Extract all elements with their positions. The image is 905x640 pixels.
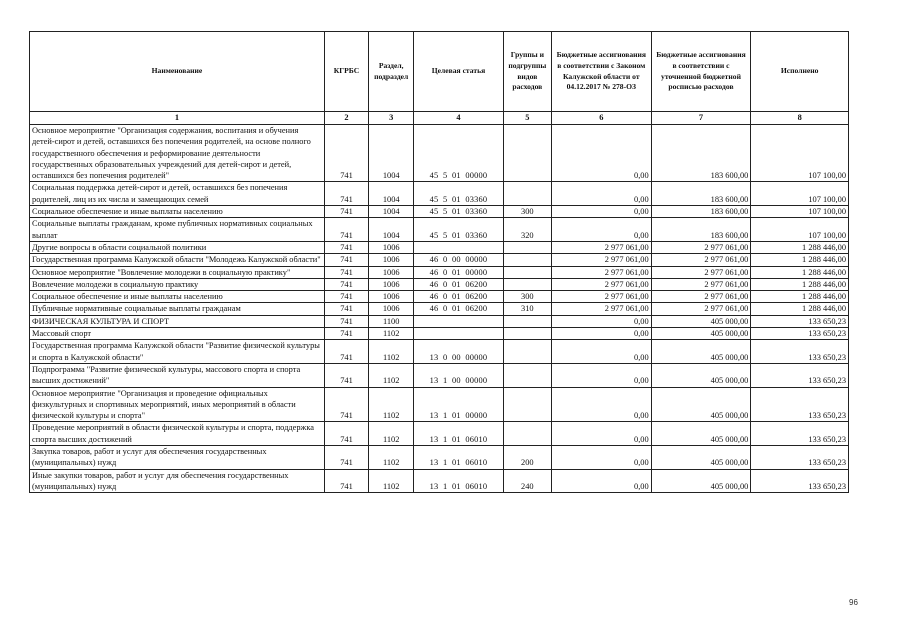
row-group-cell <box>503 241 551 253</box>
row-law-amount-cell: 2 977 061,00 <box>551 254 651 266</box>
row-kgrbs-cell: 741 <box>324 241 368 253</box>
header-law: Бюджетные ассигнования в соответствии с Законом Калужской области от 04.12.2017 № 278-ОЗ <box>551 32 651 112</box>
row-group-cell <box>503 278 551 290</box>
row-refined-amount-cell: 405 000,00 <box>651 469 751 493</box>
row-group-cell <box>503 125 551 182</box>
row-refined-amount-cell: 2 977 061,00 <box>651 266 751 278</box>
row-target-cell <box>414 328 503 340</box>
row-section-cell: 1006 <box>369 278 414 290</box>
row-executed-amount-cell: 1 288 446,00 <box>751 291 849 303</box>
column-number: 1 <box>30 112 325 125</box>
row-executed-amount-cell: 1 288 446,00 <box>751 241 849 253</box>
row-law-amount-cell: 0,00 <box>551 125 651 182</box>
row-name-cell: Государственная программа Калужской области "Развитие физической культуры и спорта в Калужской области" <box>30 340 325 364</box>
row-executed-amount-cell: 1 288 446,00 <box>751 303 849 315</box>
row-group-cell <box>503 315 551 327</box>
row-name-cell: Массовый спорт <box>30 328 325 340</box>
row-group-cell <box>503 363 551 387</box>
row-executed-amount-cell: 107 100,00 <box>751 218 849 242</box>
table-row <box>30 422 849 446</box>
row-section-cell: 1004 <box>369 218 414 242</box>
row-name-cell: Другие вопросы в области социальной политики <box>30 241 325 253</box>
row-executed-amount-cell: 133 650,23 <box>751 363 849 387</box>
row-law-amount-cell: 2 977 061,00 <box>551 278 651 290</box>
row-kgrbs-cell: 741 <box>324 387 368 422</box>
row-executed-amount-cell: 107 100,00 <box>751 182 849 206</box>
row-section-cell: 1006 <box>369 254 414 266</box>
row-target-cell: 46 0 01 00000 <box>414 266 503 278</box>
row-law-amount-cell: 0,00 <box>551 315 651 327</box>
row-name-cell: Иные закупки товаров, работ и услуг для обеспечения государственных (муниципальных) нужд <box>30 469 325 493</box>
row-group-cell <box>503 340 551 364</box>
table-row <box>30 469 849 493</box>
row-section-cell: 1102 <box>369 469 414 493</box>
row-group-cell: 200 <box>503 446 551 470</box>
row-name-cell: Закупка товаров, работ и услуг для обеспечения государственных (муниципальных) нужд <box>30 446 325 470</box>
header-target: Целевая статья <box>414 32 503 112</box>
row-kgrbs-cell: 741 <box>324 303 368 315</box>
row-group-cell: 310 <box>503 303 551 315</box>
table-row <box>30 328 849 340</box>
row-section-cell: 1004 <box>369 125 414 182</box>
table-row <box>30 254 849 266</box>
row-executed-amount-cell: 1 288 446,00 <box>751 266 849 278</box>
row-target-cell: 46 0 00 00000 <box>414 254 503 266</box>
row-section-cell: 1102 <box>369 446 414 470</box>
table-row <box>30 182 849 206</box>
row-law-amount-cell: 0,00 <box>551 446 651 470</box>
row-law-amount-cell: 0,00 <box>551 218 651 242</box>
row-refined-amount-cell: 405 000,00 <box>651 315 751 327</box>
row-target-cell: 13 1 01 00000 <box>414 387 503 422</box>
row-refined-amount-cell: 183 600,00 <box>651 206 751 218</box>
row-kgrbs-cell: 741 <box>324 469 368 493</box>
row-name-cell: Социальная поддержка детей-сирот и детей, оставшихся без попечения родителей, лиц из их числа и замещающих семей <box>30 182 325 206</box>
row-executed-amount-cell: 133 650,23 <box>751 422 849 446</box>
row-law-amount-cell: 0,00 <box>551 206 651 218</box>
row-target-cell: 46 0 01 06200 <box>414 291 503 303</box>
column-numbers-row <box>30 112 849 125</box>
row-law-amount-cell: 0,00 <box>551 182 651 206</box>
table-row <box>30 363 849 387</box>
row-law-amount-cell: 2 977 061,00 <box>551 303 651 315</box>
row-kgrbs-cell: 741 <box>324 291 368 303</box>
row-group-cell: 300 <box>503 206 551 218</box>
row-law-amount-cell: 0,00 <box>551 469 651 493</box>
row-refined-amount-cell: 405 000,00 <box>651 363 751 387</box>
row-group-cell <box>503 422 551 446</box>
row-law-amount-cell: 2 977 061,00 <box>551 291 651 303</box>
row-target-cell: 13 0 00 00000 <box>414 340 503 364</box>
row-executed-amount-cell: 1 288 446,00 <box>751 254 849 266</box>
row-executed-amount-cell: 107 100,00 <box>751 125 849 182</box>
table-body <box>30 125 849 493</box>
table-row <box>30 206 849 218</box>
row-executed-amount-cell: 133 650,23 <box>751 446 849 470</box>
row-refined-amount-cell: 405 000,00 <box>651 446 751 470</box>
row-group-cell <box>503 266 551 278</box>
row-target-cell: 13 1 01 06010 <box>414 422 503 446</box>
budget-table <box>29 31 849 493</box>
column-number: 8 <box>751 112 849 125</box>
row-name-cell: Основное мероприятие "Вовлечение молодежи в социальную практику" <box>30 266 325 278</box>
row-group-cell <box>503 387 551 422</box>
row-section-cell: 1100 <box>369 315 414 327</box>
header-section: Раздел, подраздел <box>369 32 414 112</box>
row-refined-amount-cell: 405 000,00 <box>651 340 751 364</box>
row-name-cell: Основное мероприятие "Организация и проведение официальных физкультурных и спортивных мероприятий, иных мероприятий в области физической культуры и спорта" <box>30 387 325 422</box>
row-name-cell: Основное мероприятие "Организация содержания, воспитания и обучения детей-сирот и детей, оставшихся без попечения родителей, на основе полного государственного обеспечения и реформирование деятельности государственных образовательных учреждений для детей-сирот и детей, оставшихся без попечения родителей" <box>30 125 325 182</box>
row-name-cell: Проведение мероприятий в области физической культуры и спорта, поддержка спорта высших достижений <box>30 422 325 446</box>
column-number: 4 <box>414 112 503 125</box>
row-group-cell <box>503 254 551 266</box>
row-executed-amount-cell: 107 100,00 <box>751 206 849 218</box>
row-kgrbs-cell: 741 <box>324 315 368 327</box>
row-executed-amount-cell: 133 650,23 <box>751 340 849 364</box>
table-row <box>30 303 849 315</box>
row-kgrbs-cell: 741 <box>324 206 368 218</box>
header-name: Наименование <box>30 32 325 112</box>
row-target-cell: 45 5 01 03360 <box>414 206 503 218</box>
row-law-amount-cell: 0,00 <box>551 363 651 387</box>
row-target-cell: 13 1 01 06010 <box>414 469 503 493</box>
row-refined-amount-cell: 183 600,00 <box>651 218 751 242</box>
row-group-cell <box>503 328 551 340</box>
row-name-cell: Вовлечение молодежи в социальную практику <box>30 278 325 290</box>
row-kgrbs-cell: 741 <box>324 328 368 340</box>
table-row <box>30 266 849 278</box>
column-number: 7 <box>651 112 751 125</box>
row-section-cell: 1006 <box>369 266 414 278</box>
header-row <box>30 32 849 112</box>
row-refined-amount-cell: 183 600,00 <box>651 182 751 206</box>
table-row <box>30 291 849 303</box>
row-kgrbs-cell: 741 <box>324 363 368 387</box>
row-name-cell: Подпрограмма "Развитие физической культуры, массового спорта и спорта высших достижений" <box>30 363 325 387</box>
row-target-cell <box>414 241 503 253</box>
row-law-amount-cell: 2 977 061,00 <box>551 266 651 278</box>
table-row <box>30 315 849 327</box>
row-section-cell: 1006 <box>369 241 414 253</box>
row-refined-amount-cell: 405 000,00 <box>651 328 751 340</box>
row-law-amount-cell: 0,00 <box>551 422 651 446</box>
table-row <box>30 241 849 253</box>
row-law-amount-cell: 0,00 <box>551 328 651 340</box>
row-refined-amount-cell: 2 977 061,00 <box>651 291 751 303</box>
table-row <box>30 218 849 242</box>
row-refined-amount-cell: 2 977 061,00 <box>651 303 751 315</box>
column-number: 3 <box>369 112 414 125</box>
row-kgrbs-cell: 741 <box>324 254 368 266</box>
row-law-amount-cell: 0,00 <box>551 387 651 422</box>
row-executed-amount-cell: 133 650,23 <box>751 328 849 340</box>
column-number: 6 <box>551 112 651 125</box>
row-law-amount-cell: 2 977 061,00 <box>551 241 651 253</box>
row-kgrbs-cell: 741 <box>324 266 368 278</box>
row-section-cell: 1102 <box>369 387 414 422</box>
row-section-cell: 1102 <box>369 422 414 446</box>
row-target-cell: 13 1 00 00000 <box>414 363 503 387</box>
header-group: Группы и подгруппы видов расходов <box>503 32 551 112</box>
row-refined-amount-cell: 2 977 061,00 <box>651 241 751 253</box>
table-row <box>30 278 849 290</box>
row-target-cell <box>414 315 503 327</box>
column-number: 2 <box>324 112 368 125</box>
row-law-amount-cell: 0,00 <box>551 340 651 364</box>
row-section-cell: 1102 <box>369 363 414 387</box>
row-kgrbs-cell: 741 <box>324 182 368 206</box>
row-section-cell: 1004 <box>369 182 414 206</box>
row-group-cell: 320 <box>503 218 551 242</box>
row-executed-amount-cell: 1 288 446,00 <box>751 278 849 290</box>
header-refined: Бюджетные ассигнования в соответствии с уточненной бюджетной росписью расходов <box>651 32 751 112</box>
row-section-cell: 1004 <box>369 206 414 218</box>
table-row <box>30 340 849 364</box>
row-refined-amount-cell: 405 000,00 <box>651 422 751 446</box>
row-name-cell: Социальное обеспечение и иные выплаты населению <box>30 206 325 218</box>
table-row <box>30 125 849 182</box>
table-row <box>30 446 849 470</box>
row-refined-amount-cell: 2 977 061,00 <box>651 278 751 290</box>
row-kgrbs-cell: 741 <box>324 125 368 182</box>
row-target-cell: 13 1 01 06010 <box>414 446 503 470</box>
row-target-cell: 45 5 01 03360 <box>414 218 503 242</box>
row-name-cell: Социальные выплаты гражданам, кроме публичных нормативных социальных выплат <box>30 218 325 242</box>
row-section-cell: 1006 <box>369 303 414 315</box>
row-refined-amount-cell: 405 000,00 <box>651 387 751 422</box>
row-target-cell: 46 0 01 06200 <box>414 278 503 290</box>
row-group-cell: 300 <box>503 291 551 303</box>
row-executed-amount-cell: 133 650,23 <box>751 387 849 422</box>
row-executed-amount-cell: 133 650,23 <box>751 469 849 493</box>
row-name-cell: Государственная программа Калужской области "Молодежь Калужской области" <box>30 254 325 266</box>
row-group-cell: 240 <box>503 469 551 493</box>
header-executed: Исполнено <box>751 32 849 112</box>
row-name-cell: Публичные нормативные социальные выплаты гражданам <box>30 303 325 315</box>
row-section-cell: 1102 <box>369 340 414 364</box>
row-kgrbs-cell: 741 <box>324 446 368 470</box>
row-kgrbs-cell: 741 <box>324 218 368 242</box>
row-name-cell: Социальное обеспечение и иные выплаты населению <box>30 291 325 303</box>
row-section-cell: 1006 <box>369 291 414 303</box>
column-number: 5 <box>503 112 551 125</box>
row-group-cell <box>503 182 551 206</box>
row-kgrbs-cell: 741 <box>324 340 368 364</box>
header-kgrbs: КГРБС <box>324 32 368 112</box>
row-target-cell: 46 0 01 06200 <box>414 303 503 315</box>
row-target-cell: 45 5 01 03360 <box>414 182 503 206</box>
row-target-cell: 45 5 01 00000 <box>414 125 503 182</box>
row-section-cell: 1102 <box>369 328 414 340</box>
row-kgrbs-cell: 741 <box>324 278 368 290</box>
row-kgrbs-cell: 741 <box>324 422 368 446</box>
row-refined-amount-cell: 183 600,00 <box>651 125 751 182</box>
row-refined-amount-cell: 2 977 061,00 <box>651 254 751 266</box>
row-name-cell: ФИЗИЧЕСКАЯ КУЛЬТУРА И СПОРТ <box>30 315 325 327</box>
table-row <box>30 387 849 422</box>
row-executed-amount-cell: 133 650,23 <box>751 315 849 327</box>
page-number: 96 <box>849 598 858 607</box>
